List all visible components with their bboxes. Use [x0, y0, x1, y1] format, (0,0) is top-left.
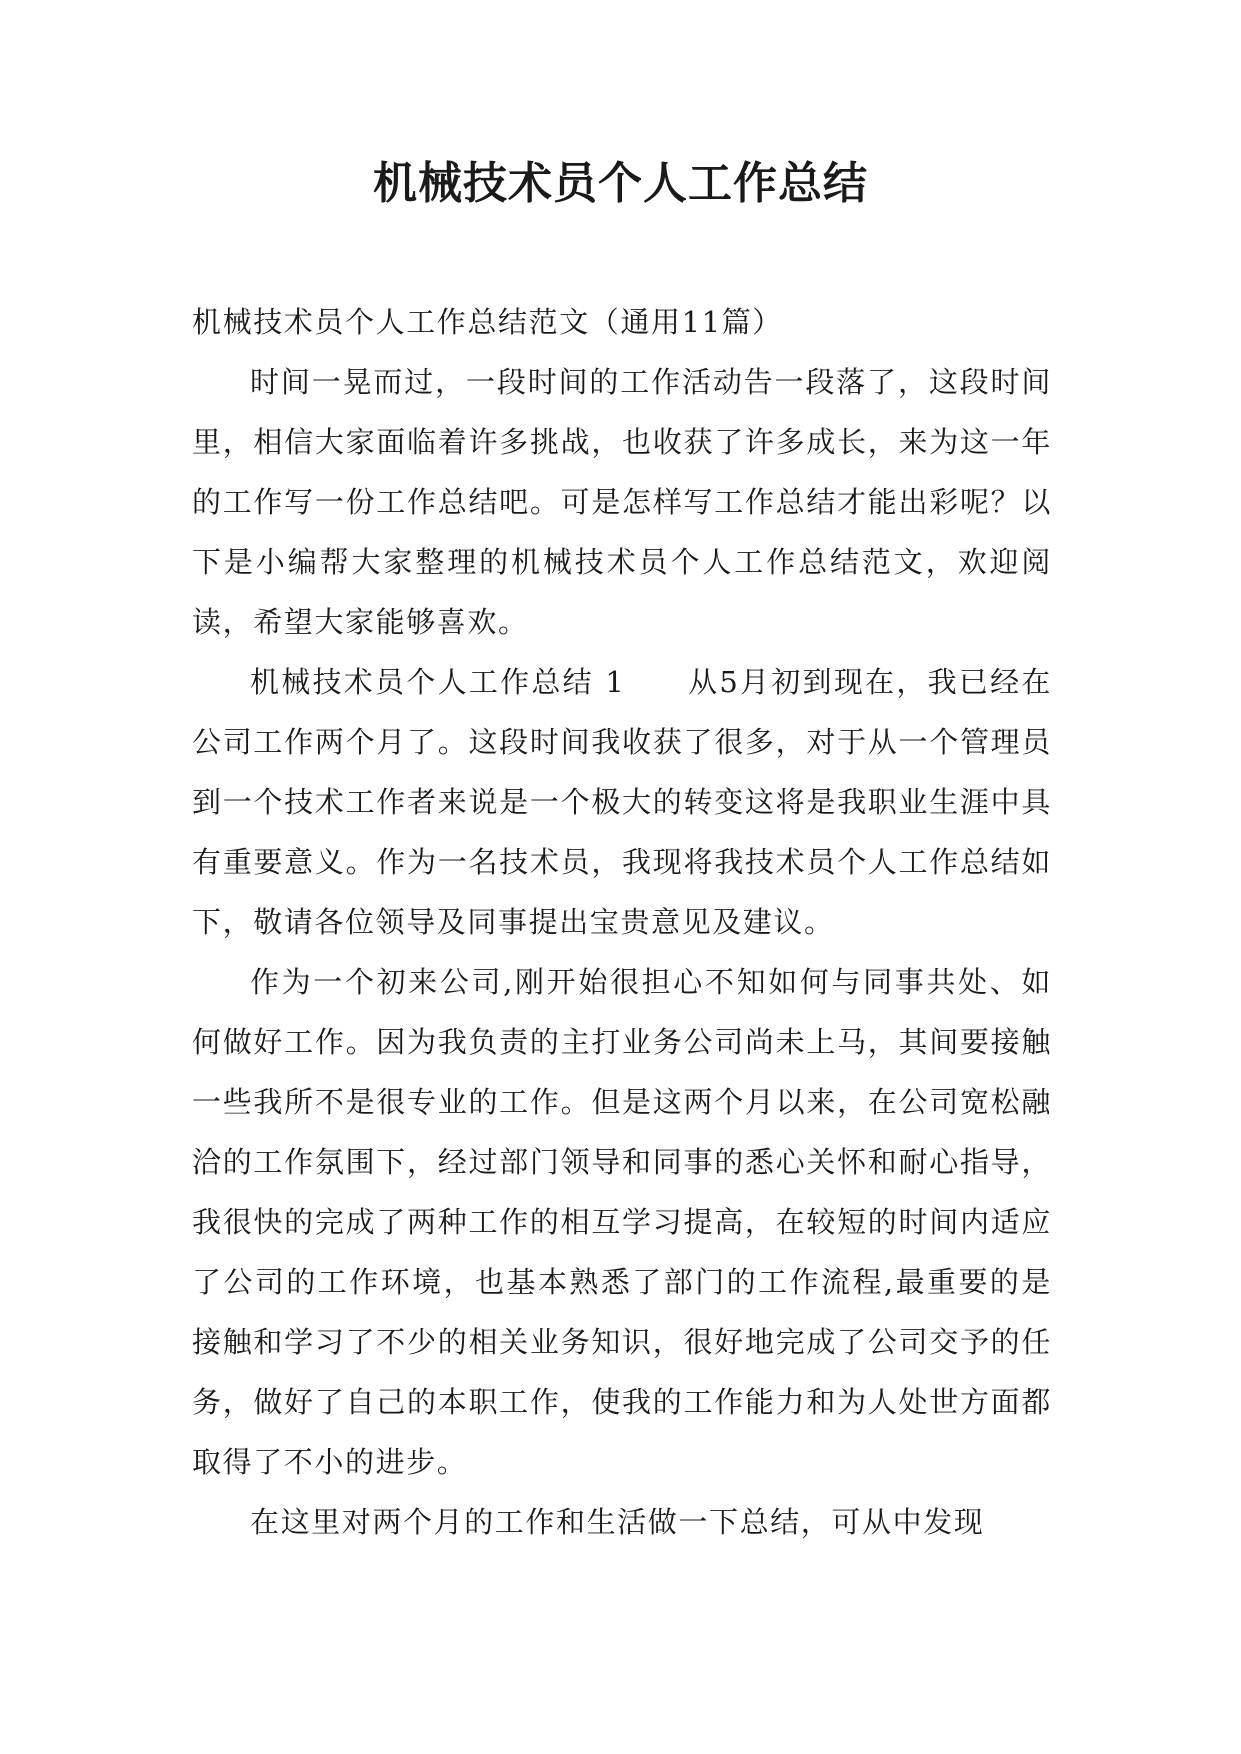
document-body	[192, 292, 1052, 1552]
section-1-paragraph	[192, 652, 1052, 952]
body-paragraph-3: 在这里对两个月的工作和生活做一下总结，可从中发现	[250, 1505, 985, 1539]
section-1-heading: 机械技术员个人工作总结 1	[250, 665, 626, 699]
document-title: 机械技术员个人工作总结	[373, 158, 868, 209]
body-paragraph-2: 作为一个初来公司,刚开始很担心不知如何与同事共处、如何做好工作。因为我负责的主打业务公司尚未上马，其间要接触一些我所不是很专业的工作。但是这两个月以来，在公司宽松融洽的工作氛围下，经过部门领导和同事的悉心关怀和耐心指导，我很快的完成了两种工作的相互学习提高，在较短的时间内适应了公司的工作环境，也基本熟悉了部门的工作流程,最重要的是接触和学习了不少的相关业务知识，很好地完成了公司交予的任务，做好了自己的本职工作，使我的工作能力和为人处世方面都取得了不小的进步。	[192, 965, 1052, 1479]
section-1-text: 从5月初到现在，我已经在公司工作两个月了。这段时间我收获了很多，对于从一个管理员到一个技术工作者来说是一个极大的转变这将是我职业生涯中具有重要意义。作为一名技术员，我现将我技术员个人工作总结如下，敬请各位领导及同事提出宝贵意见及建议。	[192, 665, 1052, 939]
intro-paragraph: 时间一晃而过，一段时间的工作活动告一段落了，这段时间里，相信大家面临着许多挑战，也收获了许多成长，来为这一年的工作写一份工作总结吧。可是怎样写工作总结才能出彩呢？以下是小编帮大家整理的机械技术员个人工作总结范文，欢迎阅读，希望大家能够喜欢。	[192, 365, 1052, 639]
document-subtitle: 机械技术员个人工作总结范文（通用11篇）	[192, 305, 783, 339]
